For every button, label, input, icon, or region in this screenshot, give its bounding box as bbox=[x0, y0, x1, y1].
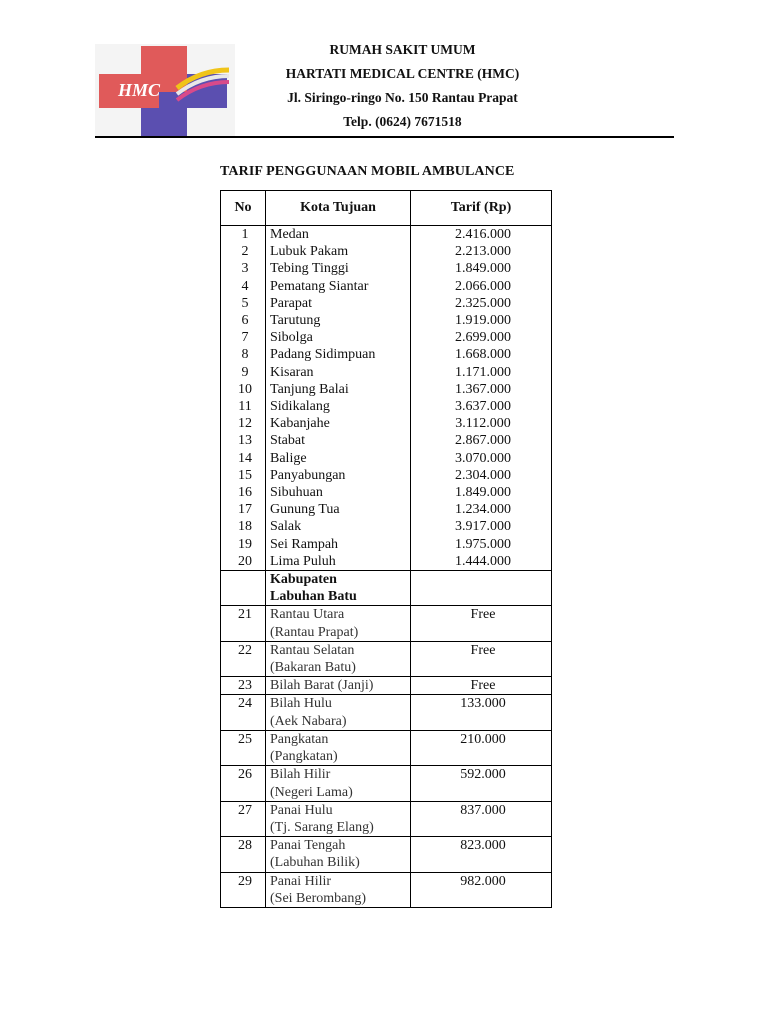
section-label-line1: Kabupaten bbox=[270, 572, 337, 588]
table-row bbox=[221, 695, 552, 730]
row-city: Parapat bbox=[266, 295, 411, 312]
row-city-subtitle: (Labuhan Bilik) bbox=[270, 855, 360, 871]
hospital-type: RUMAH SAKIT UMUM bbox=[329, 42, 476, 57]
table-row bbox=[221, 536, 552, 553]
table-row bbox=[221, 553, 552, 571]
row-city-name: Panai Tengah bbox=[270, 838, 346, 854]
row-city-name: Bilah Hilir bbox=[270, 767, 331, 783]
row-rate: 1.975.000 bbox=[411, 536, 552, 553]
row-no: 24 bbox=[221, 695, 266, 730]
row-city: Lima Puluh bbox=[266, 553, 411, 571]
row-rate: 2.699.000 bbox=[411, 329, 552, 346]
row-no: 14 bbox=[221, 450, 266, 467]
table-row bbox=[221, 518, 552, 535]
hospital-phone: Telp. (0624) 7671518 bbox=[343, 114, 462, 129]
row-city-subtitle: (Sei Berombang) bbox=[270, 890, 367, 906]
row-city: Pematang Siantar bbox=[266, 278, 411, 295]
row-rate: 2.304.000 bbox=[411, 467, 552, 484]
row-city-name: Pangkatan bbox=[270, 731, 329, 747]
row-city: Padang Sidimpuan bbox=[266, 346, 411, 363]
table-row bbox=[221, 432, 552, 449]
header-city: Kota Tujuan bbox=[266, 191, 411, 226]
row-rate: 1.668.000 bbox=[411, 346, 552, 363]
row-city-subtitle: (Tj. Sarang Elang) bbox=[270, 819, 374, 835]
table-row bbox=[221, 730, 552, 765]
logo-text: HMC bbox=[117, 80, 161, 100]
row-city-name: Bilah Barat (Janji) bbox=[270, 678, 374, 694]
row-city bbox=[266, 801, 411, 836]
table-row bbox=[221, 312, 552, 329]
row-no: 13 bbox=[221, 432, 266, 449]
row-city-name: Panai Hilir bbox=[270, 873, 332, 889]
row-no: 23 bbox=[221, 677, 266, 695]
table-row bbox=[221, 450, 552, 467]
row-rate: 1.849.000 bbox=[411, 484, 552, 501]
hospital-name: HARTATI MEDICAL CENTRE (HMC) bbox=[285, 66, 520, 81]
row-rate: 3.112.000 bbox=[411, 415, 552, 432]
hospital-logo bbox=[95, 44, 235, 138]
row-rate: Free bbox=[411, 606, 552, 641]
row-rate: 3.637.000 bbox=[411, 398, 552, 415]
row-no: 1 bbox=[221, 226, 266, 244]
row-city bbox=[266, 695, 411, 730]
row-no: 26 bbox=[221, 766, 266, 801]
table-row bbox=[221, 766, 552, 801]
row-no: 29 bbox=[221, 872, 266, 907]
row-city bbox=[266, 730, 411, 765]
row-no: 21 bbox=[221, 606, 266, 641]
row-city: Gunung Tua bbox=[266, 501, 411, 518]
row-no: 11 bbox=[221, 398, 266, 415]
row-city: Sei Rampah bbox=[266, 536, 411, 553]
row-no: 7 bbox=[221, 329, 266, 346]
row-rate: 837.000 bbox=[411, 801, 552, 836]
row-no: 22 bbox=[221, 641, 266, 676]
row-city: Lubuk Pakam bbox=[266, 243, 411, 260]
header-divider bbox=[95, 136, 674, 138]
row-city-name: Bilah Hulu bbox=[270, 696, 332, 712]
table-row bbox=[221, 837, 552, 872]
row-city-subtitle: (Bakaran Batu) bbox=[270, 660, 356, 676]
row-no: 9 bbox=[221, 364, 266, 381]
section-rows bbox=[221, 606, 552, 907]
row-rate: 210.000 bbox=[411, 730, 552, 765]
row-city bbox=[266, 837, 411, 872]
row-city: Sidikalang bbox=[266, 398, 411, 415]
row-city: Sibuhuan bbox=[266, 484, 411, 501]
row-city: Tanjung Balai bbox=[266, 381, 411, 398]
table-row bbox=[221, 606, 552, 641]
row-city: Kabanjahe bbox=[266, 415, 411, 432]
row-rate: 823.000 bbox=[411, 837, 552, 872]
section-label-line2: Labuhan Batu bbox=[270, 589, 357, 605]
row-rate: Free bbox=[411, 641, 552, 676]
row-city: Stabat bbox=[266, 432, 411, 449]
table-row bbox=[221, 364, 552, 381]
row-city: Tarutung bbox=[266, 312, 411, 329]
row-rate: Free bbox=[411, 677, 552, 695]
row-no: 19 bbox=[221, 536, 266, 553]
row-rate: 2.213.000 bbox=[411, 243, 552, 260]
row-rate: 133.000 bbox=[411, 695, 552, 730]
row-city: Sibolga bbox=[266, 329, 411, 346]
row-no: 2 bbox=[221, 243, 266, 260]
table-row bbox=[221, 641, 552, 676]
row-rate: 2.416.000 bbox=[411, 226, 552, 244]
row-no: 12 bbox=[221, 415, 266, 432]
row-city-name: Rantau Selatan bbox=[270, 642, 355, 658]
row-city bbox=[266, 766, 411, 801]
table-row bbox=[221, 398, 552, 415]
row-rate: 1.234.000 bbox=[411, 501, 552, 518]
row-rate: 1.367.000 bbox=[411, 381, 552, 398]
header-rate: Tarif (Rp) bbox=[411, 191, 552, 226]
row-rate: 2.066.000 bbox=[411, 278, 552, 295]
table-row bbox=[221, 501, 552, 518]
tariff-table bbox=[220, 190, 552, 908]
row-city bbox=[266, 872, 411, 907]
section-rate bbox=[411, 571, 552, 606]
row-rate: 3.917.000 bbox=[411, 518, 552, 535]
table-row bbox=[221, 872, 552, 907]
row-city bbox=[266, 606, 411, 641]
row-rate: 3.070.000 bbox=[411, 450, 552, 467]
table-row bbox=[221, 801, 552, 836]
table-row bbox=[221, 260, 552, 277]
row-city: Balige bbox=[266, 450, 411, 467]
row-city: Medan bbox=[266, 226, 411, 244]
row-city: Kisaran bbox=[266, 364, 411, 381]
regular-rows bbox=[221, 226, 552, 571]
row-city-subtitle: (Negeri Lama) bbox=[270, 784, 353, 800]
row-city-subtitle: (Aek Nabara) bbox=[270, 713, 347, 729]
table-row bbox=[221, 278, 552, 295]
table-row bbox=[221, 677, 552, 695]
row-rate: 2.325.000 bbox=[411, 295, 552, 312]
row-no: 27 bbox=[221, 801, 266, 836]
row-no: 3 bbox=[221, 260, 266, 277]
row-city bbox=[266, 641, 411, 676]
row-no: 25 bbox=[221, 730, 266, 765]
table-row bbox=[221, 467, 552, 484]
hospital-address: Jl. Siringo-ringo No. 150 Rantau Prapat bbox=[287, 90, 518, 105]
row-no: 16 bbox=[221, 484, 266, 501]
row-no: 8 bbox=[221, 346, 266, 363]
row-rate: 1.919.000 bbox=[411, 312, 552, 329]
row-city bbox=[266, 677, 411, 695]
header-no: No bbox=[221, 191, 266, 226]
row-city-subtitle: (Pangkatan) bbox=[270, 749, 338, 765]
table-row bbox=[221, 226, 552, 244]
table-row bbox=[221, 329, 552, 346]
table-row bbox=[221, 243, 552, 260]
document-title: TARIF PENGGUNAAN MOBIL AMBULANCE bbox=[220, 164, 515, 179]
row-no: 18 bbox=[221, 518, 266, 535]
row-city: Tebing Tinggi bbox=[266, 260, 411, 277]
table-header-row bbox=[221, 191, 552, 226]
table-row bbox=[221, 415, 552, 432]
row-rate: 592.000 bbox=[411, 766, 552, 801]
section-label bbox=[266, 571, 411, 606]
row-no: 20 bbox=[221, 553, 266, 571]
row-city: Salak bbox=[266, 518, 411, 535]
section-no bbox=[221, 571, 266, 606]
row-rate: 1.849.000 bbox=[411, 260, 552, 277]
table-row bbox=[221, 295, 552, 312]
medical-cross-icon bbox=[95, 44, 235, 138]
row-no: 15 bbox=[221, 467, 266, 484]
table-row bbox=[221, 346, 552, 363]
row-no: 4 bbox=[221, 278, 266, 295]
row-rate: 1.171.000 bbox=[411, 364, 552, 381]
table-row bbox=[221, 484, 552, 501]
row-no: 5 bbox=[221, 295, 266, 312]
row-rate: 2.867.000 bbox=[411, 432, 552, 449]
row-city-subtitle: (Rantau Prapat) bbox=[270, 624, 359, 640]
row-no: 6 bbox=[221, 312, 266, 329]
row-rate: 1.444.000 bbox=[411, 553, 552, 571]
section-row bbox=[221, 571, 552, 606]
row-no: 28 bbox=[221, 837, 266, 872]
row-city: Panyabungan bbox=[266, 467, 411, 484]
row-city-name: Panai Hulu bbox=[270, 802, 333, 818]
row-no: 17 bbox=[221, 501, 266, 518]
table-row bbox=[221, 381, 552, 398]
row-city-name: Rantau Utara bbox=[270, 607, 345, 623]
letterhead bbox=[240, 38, 565, 134]
row-no: 10 bbox=[221, 381, 266, 398]
row-rate: 982.000 bbox=[411, 872, 552, 907]
